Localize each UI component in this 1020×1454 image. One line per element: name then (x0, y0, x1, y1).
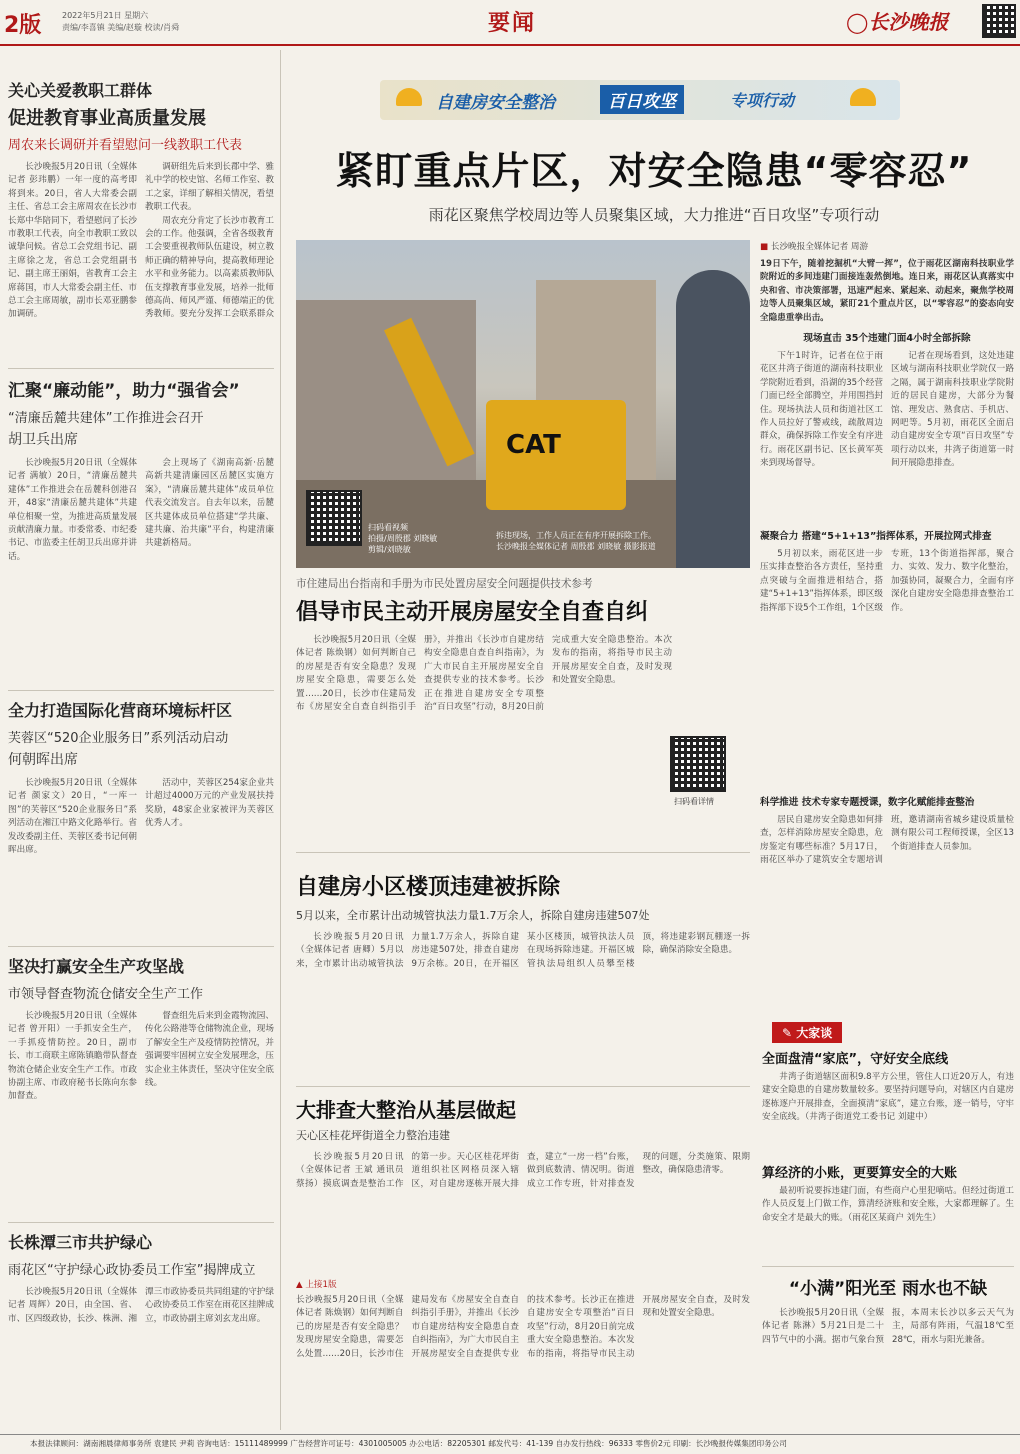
attendee: 胡卫兵出席 (8, 432, 78, 448)
article-green-heart (8, 1230, 274, 1436)
article-self-inspection (296, 576, 750, 822)
section-heading: 凝聚合力 搭建“5+1+13”指挥体系，开展拉网式排查 (760, 531, 992, 542)
newspaper-logo: ◯长沙晚报 (846, 10, 949, 34)
article-body: 长沙晚报5月20日讯（全媒体记者 颜家文）20日，“一库一图”的芙蓉区“520企业服务日”系列活动在湘江中路文化路举行。省发改委副主任、芙蓉区委书记何朝晖出席。 活动中，芙蓉区254家企业共计超过4000万元的产业发展扶持奖励，48家企业家被评为芙蓉区优秀人才。 (8, 778, 274, 856)
article-body: 长沙晚报5月20日讯（全媒体记者 彭玮鹏）一年一度的高考即将到来。20日，省人大常委会副主任、省总工会主席周农在长沙市长郑中华陪同下，看望慰问了长沙市教职工代表，向全市教职工致以诚挚问候。省总工会党组书记、副主席徐之龙，省总工会党组副书记、副主席王丽娟，省教育工会主席蒋国，市人大常委会副主任、市总工会主席周敏，副市长邓亚鹏参加调研。 调研组先后来到长郡中学、雅礼中学的校史馆、名师工作室、教工之家，详细了解相关情况，看望教职工代表。 周农充分肯定了长沙市教育工会的工作。他强调，全省各级教育工会要重视教师队伍建设，树立教师正确的精神导向，提高教师理论水平和业务能力。以高素质教师队伍支撑教育事业发展，培养一批师德高尚、师风严谨、师德端正的优秀教师。要充分发挥工会联系群众 (8, 162, 274, 320)
footer: 本报法律顾问：湖南湘晨律师事务所 袁建民 尹莉 咨询电话：15111489999 广告经营许可证号：4301005005 办公电话：82205301 邮发代号：41-139 自办发行热线：96333 零售价2元 印刷：长沙晚报传媒集团印务公司 (30, 1439, 787, 1448)
article-rooftop-demolition (296, 870, 750, 1101)
section-heading: 现场直击 35个违建门面4小时全部拆除 (803, 333, 971, 344)
divider (8, 946, 274, 947)
section-title: 要闻 (488, 11, 537, 36)
subheadline: 天心区桂花坪街道全力整治违建 (296, 1129, 450, 1142)
byline: ■ 长沙晚报全媒体记者 周游 (760, 242, 869, 252)
article-safety-production (8, 954, 274, 1200)
divider (8, 368, 274, 369)
square-icon: ■ (760, 242, 769, 252)
subheadline: “清廉岳麓共建体”工作推进会召开 (8, 411, 204, 426)
divider (8, 1222, 274, 1223)
article-teachers (8, 78, 274, 331)
divider (296, 852, 750, 853)
footer-rule (0, 1434, 1020, 1435)
divider (762, 1266, 1014, 1267)
article-weather (762, 1274, 1014, 1431)
masthead (0, 0, 1020, 44)
article-body: 长沙晚报5月20日讯（全媒体记者 陈焕钢）如何判断自己的房屋是否有安全隐患？发现房屋安全隐患，需要怎么处置……20日，长沙市住建局发布《房屋安全自查自纠指引手册》，并推出《长沙市自建房结构安全隐患自查自纠指南》，为广大市民自主开展房屋安全自查提供专业的技术参考。长沙正在推进自建房安全专项整治“百日攻坚”行动，8月20日前完成重大安全隐患整治。本次发布的指南，将指导市民主动开展房屋安全自查，及时发现和处置安全隐患。 (296, 1295, 750, 1359)
subheadline: 雨花区“守护绿心政协委员工作室”揭牌成立 (8, 1263, 256, 1278)
headline: 汇聚“廉动能”，助力“强省会” (8, 381, 240, 401)
subheadline: 市领导督查物流仓储安全生产工作 (8, 987, 204, 1002)
banner-text-2: 百日攻坚 (600, 85, 684, 114)
masthead-editors: 责编/李喜镇 美编/赵璇 校读/肖舜 (62, 23, 180, 32)
headline: 全力打造国际化营商环境标杆区 (8, 701, 233, 720)
headline-2: 促进教育事业高质量发展 (8, 108, 206, 129)
section-body: 5月初以来，雨花区进一步压实排查整治各方责任，坚持重点突破与全面推进相结合，搭建“5+1+13”指挥体系，即区级指挥部下设5个工作组，1个区级专班，13个街道指挥部，聚合力、实效、发力、数字化整治，加强协同，凝聚合力，全面有序深化自建房安全隐患排查整治工作。 (760, 549, 1014, 613)
banner-text-3: 专项行动 (730, 91, 795, 110)
masthead-date: 2022年5月21日 星期六 (62, 11, 149, 20)
article-clean-government (8, 376, 274, 657)
headline: 自建房小区楼顶违建被拆除 (296, 875, 561, 900)
headline: 倡导市民主动开展房屋安全自查自纠 (296, 600, 649, 625)
page-number: 2版 (4, 13, 42, 38)
video-qr-icon[interactable] (306, 490, 362, 546)
article-body: 长沙晚报5月20日讯（全媒体记者 曾开阳）一手抓安全生产，一手抓疫情防控。20日，副市长、市工商联主席陈镇瞻带队督查物流仓储企业安全生产工作。市政协副主席、市政府秘书长陈向东参加督查。 督查组先后来到金霞物流园、传化公路港等仓储物流企业，现场了解安全生产及疫情防控情况，并强调要牢固树立安全发展理念，压实企业主体责任，坚决守住安全底线。 (8, 1011, 274, 1102)
subheadline: 芙蓉区“520企业服务日”系列活动启动 (8, 731, 229, 746)
demolition-photo (296, 240, 750, 568)
headline: 长株潭三市共护绿心 (8, 1233, 153, 1252)
photo-caption: 拆违现场，工作人员正在有序开展拆除工作。 长沙晚报全媒体记者 周殷郡 刘晓敏 摄影报道 (496, 531, 656, 551)
article-body: 长沙晚报5月20日讯（全媒体记者 唐卿）5月以来，全市累计出动城管执法力量1.7万余人，拆除自建房违建507处，排查自建房9万余栋。20日，在开福区某小区楼顶，城管执法人员在现场拆除违建。开福区城管执法局组织人员攀至楼顶，将违建彩钢瓦棚逐一拆除，确保消除安全隐患。 (296, 932, 750, 969)
lede: 19日下午，随着挖掘机“大臂一挥”，位于雨花区湖南科技职业学院附近的多间违建门面接连轰然倒地。连日来，雨花区认真落实中央和省、市决策部署，迅速严起来、紧起来、动起来，聚焦学校周边等人员聚集区域，紧盯21个重点片区，以“零容忍”的姿态向安全隐患重拳出击。 (760, 259, 1014, 323)
masthead-rule (0, 44, 1020, 46)
section-heading: 科学推进 技术专家专题授课，数字化赋能排查整治 (760, 797, 975, 808)
article-business-environment (8, 698, 274, 947)
main-headline: 紧盯重点片区，对安全隐患“零容忍” (335, 149, 973, 193)
hardhat-icon (396, 88, 422, 106)
headline: 算经济的小账，更要算安全的大账 (762, 1166, 958, 1181)
jump-label: ▲ 上接1版 (296, 1280, 337, 1290)
main-article (760, 240, 1014, 554)
banner-text-1: 自建房安全整治 (436, 93, 555, 113)
logo-icon: ◯ (846, 10, 869, 34)
article-body: 长沙晚报5月20日讯（全媒体记者 王斌 通讯员 蔡扬）摸底调查是整治工作的第一步。天心区桂花坪街道组织社区网格员深入辖区，对自建房逐栋开展大排查，建立“一房一档”台账，做到底数清、情况明。街道成立工作专班，针对排查发现的问题，分类施策、限期整改，确保隐患清零。 (296, 1152, 750, 1189)
masthead-qr-icon[interactable] (982, 4, 1016, 38)
chat-icon: ✎ (782, 1026, 793, 1040)
divider (8, 690, 274, 691)
article-body: 长沙晚报5月20日讯（全媒体记者 陈淋）5月21日是二十四节气中的小满。据市气象台预报，本周末长沙以多云天气为主，局部有阵雨，气温18℃至28℃，雨水与阳光兼备。 (762, 1308, 1014, 1345)
hardhat-icon (850, 88, 876, 106)
headline: 全面盘清“家底”，守好安全底线 (762, 1052, 949, 1067)
section-body: 下午1时许，记者在位于雨花区井湾子街道的湖南科技职业学院附近看到，沿湖的35个经营门面已经全部腾空，并用围挡封住。现场执法人员和街道社区工作人员拉好了警戒线，疏散周边群众，确保拆除工作安全有序进行。雨花区副书记、区长黄军英来到现场督导。 记者在现场看到，这处违建区域与湖南科技职业学院仅一路之隔，属于湖南科技职业学院附近的居民自建房，大部分为餐馆、理发店、熟食店、手机店、网吧等。5月初，雨花区全面启动自建房安全专项“百日攻坚”专项行动以来，井湾子街道第一时间开展隐患排查。 (760, 351, 1014, 469)
section-3 (760, 794, 1014, 1014)
main-subheadline: 雨花区聚焦学校周边等人员聚集区域，大力推进“百日攻坚”专项行动 (428, 206, 880, 224)
article-body: 长沙晚报5月20日讯（全媒体记者 周辉）20日，由全国、省、市、区四级政协，长沙、株洲、湘潭三市政协委员共同组建的守护绿心政协委员工作室在雨花区挂牌成立，市政协副主席刘玄龙出席。 (8, 1287, 274, 1324)
attendee: 何朝晖出席 (8, 752, 78, 768)
article-body: 长沙晚报5月20日讯（全媒体记者 满敏）20日，“清廉岳麓共建体”工作推进会在岳麓科创港召开，48家“清廉岳麓共建体”共建单位相聚一堂，为推进高质量发展贡献清廉力量。市委常委、市纪委书记、市监委主任胡卫兵出席并讲话。 会上现场了《湖南高新·岳麓高新共建清廉园区岳麓区实施方案》，“清廉岳麓共建体”成员单位代表交流发言。自去年以来，岳麓区共建体成员单位搭建“学共廉、建共廉、治共廉”平台，构建清廉共建新格局。 (8, 458, 274, 562)
article-grassroots (296, 1094, 750, 1291)
article-body: 长沙晚报5月20日讯（全媒体记者 陈焕钢）如何判断自己的房屋是否有安全隐患？发现房屋安全隐患，需要怎么处置……20日，长沙市住建局发布《房屋安全自查自纠指引手册》，并推出《长沙市自建房结构安全隐患自查自纠指南》，为广大市民自主开展房屋安全自查提供专业的技术参考。长沙正在推进自建房安全专项整治“百日攻坚”行动，8月20日前完成重大安全隐患整治。本次发布的指南，将指导市民主动开展房屋安全自查，及时发现和处置安全隐患。 (296, 635, 672, 713)
headline: 关心关爱教职工群体 (8, 81, 153, 100)
column-tag: ✎ 大家谈 (772, 1022, 842, 1043)
article-body: 最初听说要拆违建门面，有些商户心里犯嘀咕。但经过街道工作人员反复上门做工作，算清经济账和安全账，大家都理解了。生命安全才是最大的账。（雨花区某商户 刘先生） (762, 1186, 1014, 1223)
commentary-1 (762, 1048, 1014, 1171)
divider (296, 1086, 750, 1087)
campaign-banner (380, 80, 900, 120)
continuation (296, 1278, 750, 1434)
article-body: 井湾子街道辖区面积9.8平方公里，管住人口近20万人，有违建安全隐患的自建房数量较多。要坚持问题导向，对辖区内自建房逐栋逐户开展排查，全面摸清“家底”，建立台账，逐一销号，守牢安全底线。（井湾子街道党工委书记 刘建中） (762, 1072, 1014, 1123)
details-qr-icon[interactable] (670, 736, 726, 792)
headline: 坚决打赢安全生产攻坚战 (8, 957, 185, 976)
qr-caption: 扫码看视频 拍摄/周殷郡 刘晓敏 剪辑/刘晓敏 (368, 523, 438, 554)
headline: “小满”阳光至 雨水也不缺 (788, 1279, 988, 1299)
subheadline: 5月以来，全市累计出动城管执法力量1.7万余人，拆除自建房违建507处 (296, 909, 650, 922)
column-divider (280, 50, 281, 1430)
worker-silhouette (676, 270, 750, 568)
qr-label: 扫码看详情 (674, 797, 714, 806)
section-body: 居民自建房安全隐患如何排查，怎样消除房屋安全隐患，危房鉴定有哪些标准？5月17日，雨花区举办了建筑安全专题培训班，邀请湖南省城乡建设质量检测有限公司工程师授课，全区13个街道排查人员参加。 (760, 815, 1014, 866)
subheadline: 周农来长调研并看望慰问一线教职工代表 (8, 138, 243, 153)
kicker: 市住建局出台指南和手册为市民处置房屋安全问题提供技术参考 (296, 578, 593, 590)
headline: 大排查大整治从基层做起 (296, 1098, 516, 1122)
commentary-2 (762, 1162, 1014, 1271)
section-2 (760, 528, 1014, 748)
excavator-icon: CAT (486, 400, 626, 510)
